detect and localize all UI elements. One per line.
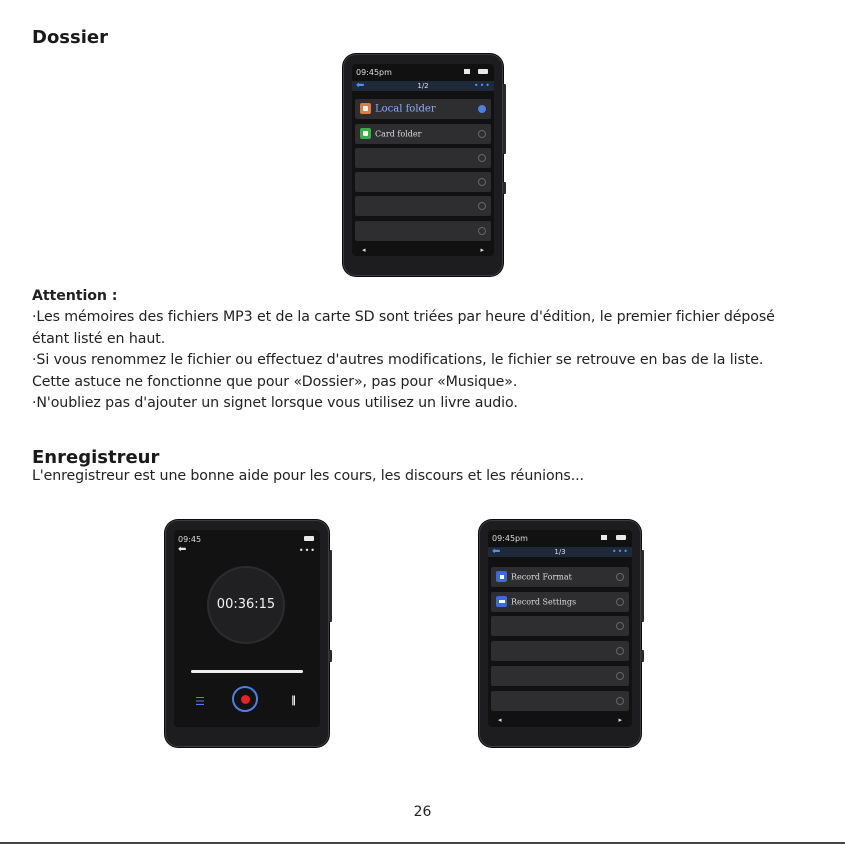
attention-line: étant listé en haut. (32, 330, 166, 347)
nav-bar (488, 547, 632, 557)
radio-icon (616, 598, 624, 606)
back-arrow-icon[interactable]: ⬅ (178, 544, 187, 555)
device-record-menu (479, 520, 641, 747)
battery-icon (616, 535, 626, 540)
list-item-label: Record Format (511, 572, 572, 582)
more-dots-icon[interactable]: ••• (298, 546, 316, 555)
list-item-label: Local folder (375, 103, 436, 115)
radio-icon (616, 697, 624, 705)
side-button (641, 650, 644, 662)
screen (174, 530, 320, 727)
page-arrows (352, 245, 494, 255)
radio-icon (478, 130, 486, 138)
side-button (641, 550, 644, 622)
section-title-dossier: Dossier (32, 27, 108, 48)
radio-icon (616, 647, 624, 655)
page-arrows (488, 715, 632, 725)
screen (488, 530, 632, 727)
prev-page-icon[interactable]: ◂ (362, 246, 366, 254)
list-item[interactable] (355, 148, 491, 168)
list-item[interactable] (491, 567, 629, 587)
record-button[interactable] (232, 686, 258, 712)
page-indicator: 1/2 (417, 82, 429, 90)
radio-icon (616, 672, 624, 680)
enregistreur-text: L'enregistreur est une bonne aide pour les cours, les discours et les réunions... (32, 468, 584, 484)
bottom-rule (0, 842, 845, 844)
list-icon[interactable]: ☰ (195, 695, 205, 708)
side-button (503, 182, 506, 194)
device-folder (343, 54, 503, 276)
card-icon (360, 128, 371, 139)
list-item[interactable] (355, 99, 491, 119)
attention-line: Cette astuce ne fonctionne que pour «Dossier», pas pour «Musique». (32, 373, 518, 390)
signal-indicator-icon (601, 535, 607, 540)
list-item[interactable] (355, 221, 491, 241)
side-button (329, 650, 332, 662)
next-page-icon[interactable]: ▸ (618, 716, 622, 724)
record-format-icon (496, 571, 507, 582)
side-button (503, 84, 506, 154)
page-indicator: 1/3 (554, 548, 566, 556)
more-dots-icon[interactable]: ••• (611, 547, 629, 556)
back-arrow-icon[interactable]: ⬅ (356, 80, 365, 91)
section-title-enregistreur: Enregistreur (32, 447, 160, 468)
folder-icon (360, 103, 371, 114)
back-arrow-icon[interactable]: ⬅ (492, 546, 501, 557)
list-item[interactable] (355, 124, 491, 144)
list-item[interactable] (491, 641, 629, 661)
record-settings-icon (496, 596, 507, 607)
attention-line: ·Si vous renommez le fichier ou effectuez d'autres modifications, le fichier se retrouve en bas de la liste. (32, 352, 764, 368)
pause-icon[interactable]: ‖ (291, 695, 296, 706)
status-time: 09:45pm (492, 534, 528, 543)
side-button (329, 550, 332, 622)
list-item[interactable] (491, 666, 629, 686)
list-item-label: Record Settings (511, 597, 577, 607)
progress-track (191, 670, 303, 673)
battery-icon (304, 536, 314, 541)
status-time: 09:45 (178, 535, 202, 544)
attention-text (32, 307, 822, 415)
attention-line: ·Les mémoires des fichiers MP3 et de la carte SD sont triées par heure d'édition, le premier fichier déposé (32, 309, 775, 325)
screen (352, 64, 494, 256)
radio-icon (478, 154, 486, 162)
prev-page-icon[interactable]: ◂ (498, 716, 502, 724)
radio-icon (616, 573, 624, 581)
record-dot-icon (241, 695, 250, 704)
battery-icon (478, 69, 488, 74)
next-page-icon[interactable]: ▸ (480, 246, 484, 254)
signal-indicator-icon (464, 69, 470, 74)
radio-icon (616, 622, 624, 630)
radio-icon (478, 178, 486, 186)
status-time: 09:45pm (356, 68, 392, 77)
list-item[interactable] (491, 616, 629, 636)
list-item[interactable] (355, 172, 491, 192)
recording-timer: 00:36:15 (216, 597, 276, 612)
list-item[interactable] (491, 592, 629, 612)
radio-icon (478, 227, 486, 235)
list-item[interactable] (355, 196, 491, 216)
attention-line: ·N'oubliez pas d'ajouter un signet lorsque vous utilisez un livre audio. (32, 395, 518, 411)
radio-icon (478, 202, 486, 210)
progress-fill (191, 670, 303, 673)
attention-label: Attention : (32, 288, 118, 304)
nav-bar (352, 81, 494, 91)
list-item[interactable] (491, 691, 629, 711)
device-recorder (165, 520, 329, 747)
page-number: 26 (413, 804, 432, 820)
more-dots-icon[interactable]: ••• (473, 81, 491, 90)
list-item-label: Card folder (375, 129, 422, 139)
radio-selected-icon (478, 105, 486, 113)
